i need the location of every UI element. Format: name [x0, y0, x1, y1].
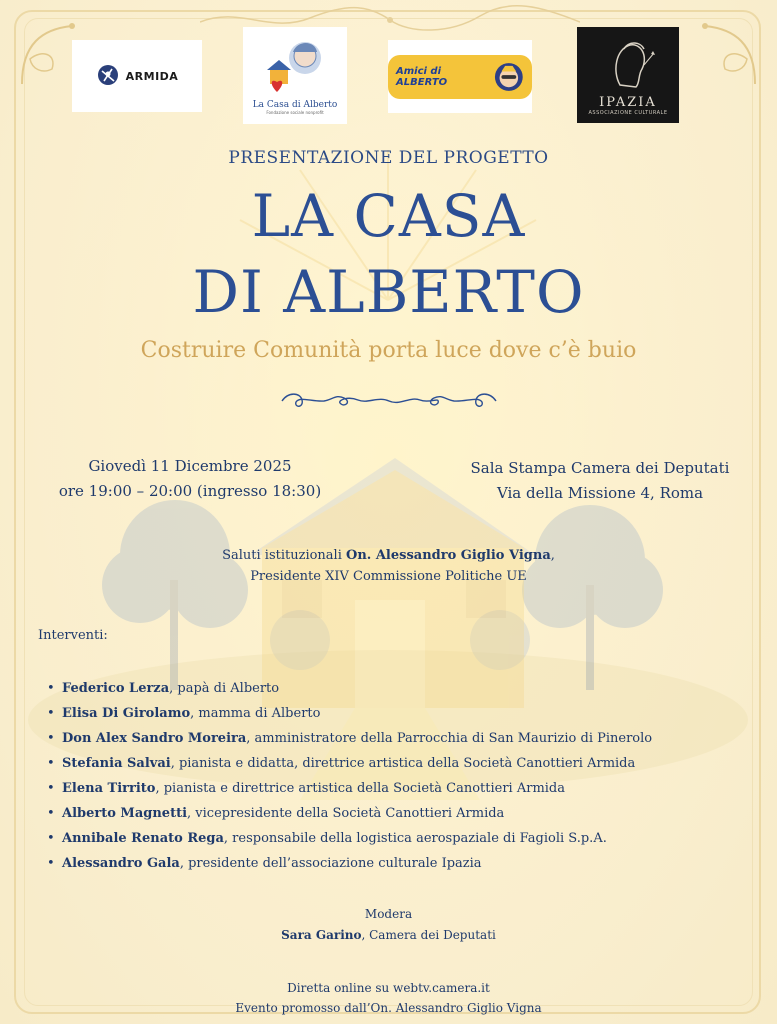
flourish-top-right-icon: [695, 14, 765, 94]
speaker-name: Don Alex Sandro Moreira: [62, 731, 247, 746]
saluti-prefix: Saluti istituzionali: [222, 548, 347, 563]
saluti-name: On. Alessandro Giglio Vigna: [346, 548, 551, 563]
speakers-heading: Interventi:: [38, 628, 108, 643]
subtitle: Costruire Comunità porta luce dove c’è buio: [140, 338, 637, 363]
speaker-name: Federico Lerza: [62, 681, 170, 696]
speaker-role: , vicepresidente della Società Canottieri Armida: [187, 806, 505, 821]
speaker-name: Alessandro Gala: [62, 856, 180, 871]
list-item: [40, 778, 652, 803]
event-time: ore 19:00 – 20:00 (ingresso 18:30): [58, 482, 322, 500]
speaker-role: , papà di Alberto: [169, 681, 280, 696]
casa-di-alberto-logo: [243, 27, 347, 124]
armida-logo: [72, 40, 202, 112]
speaker-name: Alberto Magnetti: [62, 806, 188, 821]
list-item: [40, 753, 652, 778]
saluti-suffix: ,: [550, 548, 555, 563]
event-date-time: [30, 454, 350, 504]
amici-logo-text: Amici di ALBERTO: [396, 65, 448, 88]
ipazia-logo: [577, 27, 679, 123]
swirl-divider-icon: [278, 388, 500, 414]
ipazia-logo-tagline: ASSOCIAZIONE CULTURALE: [588, 109, 668, 116]
speaker-name: Annibale Renato Rega: [62, 831, 224, 846]
event-venue: Sala Stampa Camera dei Deputati: [470, 459, 730, 477]
footer-stream-info: Diretta online su webtv.camera.it: [287, 981, 490, 995]
speaker-role: , pianista e didatta, direttrice artistica della Società Canottieri Armida: [170, 756, 636, 771]
moderator-block: [0, 904, 777, 946]
event-date: Giovedì 11 Dicembre 2025: [88, 457, 292, 475]
list-item: [40, 703, 652, 728]
list-item: [40, 828, 652, 853]
speaker-name: Elena Tirrito: [62, 781, 156, 796]
speaker-role: , pianista e direttrice artistica della Società Canottieri Armida: [155, 781, 566, 796]
footer-promoter: Evento promosso dall’On. Alessandro Giglio Vigna: [235, 1001, 542, 1015]
speaker-name: Stefania Salvai: [62, 756, 171, 771]
rower-emblem-icon: [96, 63, 120, 89]
title-line-2: DI ALBERTO: [192, 258, 585, 326]
child-portrait-house-heart-icon: [255, 36, 335, 98]
moderator-role: , Camera dei Deputati: [361, 928, 496, 942]
event-kicker: PRESENTAZIONE DEL PROGETTO: [228, 148, 549, 168]
list-item: [40, 803, 652, 828]
cartoon-face-icon: [494, 61, 524, 93]
ipazia-logo-text: IPAZIA: [599, 94, 657, 110]
saluti-role: Presidente XIV Commissione Politiche UE: [250, 569, 527, 584]
list-item: [40, 678, 652, 703]
event-location: [440, 456, 760, 506]
speaker-role: , amministratore della Parrocchia di San Maurizio di Pinerolo: [246, 731, 653, 746]
speaker-name: Elisa Di Girolamo: [62, 706, 191, 721]
armida-logo-text: ARMIDA: [125, 69, 179, 83]
speaker-role: , responsabile della logistica aerospaziale di Fagioli S.p.A.: [223, 831, 607, 846]
institutional-greetings: [0, 545, 777, 587]
moderator-label: Modera: [364, 907, 413, 921]
casa-logo-tagline: Fondazione sociale nonprofit: [266, 110, 324, 115]
moderator-name: Sara Garino: [281, 928, 362, 942]
speakers-list: [40, 678, 652, 878]
footer: [0, 978, 777, 1018]
amici-di-alberto-logo: [388, 40, 532, 113]
list-item: [40, 853, 652, 878]
speaker-role: , mamma di Alberto: [190, 706, 321, 721]
list-item: [40, 728, 652, 753]
casa-logo-text: La Casa di Alberto: [252, 100, 338, 110]
speaker-role: , presidente dell’associazione culturale Ipazia: [179, 856, 482, 871]
event-address: Via della Missione 4, Roma: [496, 484, 704, 502]
classical-portrait-icon: [598, 35, 658, 93]
title-line-1: LA CASA: [251, 182, 526, 250]
